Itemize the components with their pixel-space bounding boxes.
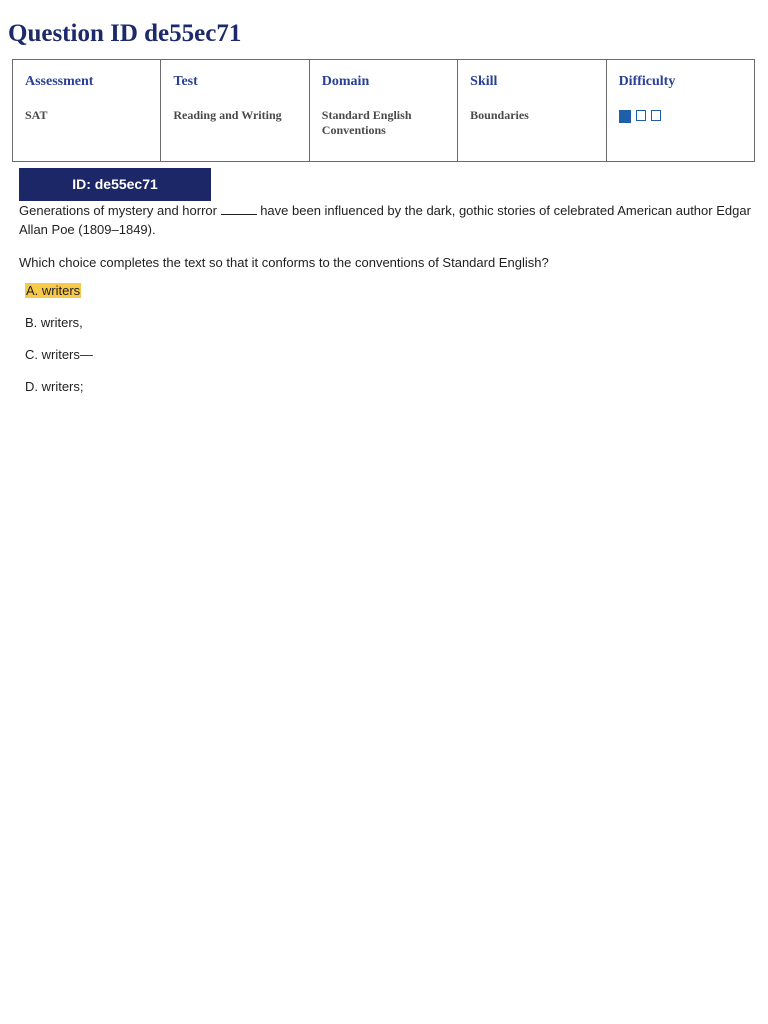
question-id-banner: ID: de55ec71: [19, 168, 211, 201]
skill-header: Skill: [470, 74, 498, 89]
choice-a-label: A. writers: [26, 283, 81, 298]
choice-c-label: C. writers—: [25, 347, 93, 362]
domain-value: Standard English Conventions: [321, 108, 412, 137]
assessment-header: Assessment: [25, 74, 94, 89]
choice-d-label: D. writers;: [25, 379, 84, 394]
prompt-text-before-blank: Generations of mystery and horror: [19, 203, 221, 218]
question-stem: Which choice completes the text so that it conforms to the conventions of Standard English?: [19, 255, 549, 270]
question-prompt: [19, 201, 754, 239]
page-title: Question ID de55ec71: [8, 20, 242, 47]
domain-header: Domain: [321, 74, 370, 89]
answer-choices: [25, 282, 93, 410]
choice-a[interactable]: [25, 282, 93, 314]
difficulty-cell: [606, 60, 754, 162]
choice-b[interactable]: [25, 314, 93, 346]
choice-b-label: B. writers,: [25, 315, 83, 330]
difficulty-header: Difficulty: [618, 74, 676, 89]
skill-value: Boundaries: [470, 108, 529, 122]
difficulty-box-empty: [651, 110, 661, 121]
assessment-cell: [13, 60, 161, 162]
difficulty-indicator: [619, 110, 742, 123]
domain-cell: [309, 60, 457, 162]
difficulty-box-empty: [636, 110, 646, 121]
difficulty-box-filled: [619, 110, 631, 123]
test-header: Test: [173, 74, 198, 89]
skill-cell: [458, 60, 606, 162]
test-value: Reading and Writing: [173, 108, 282, 122]
question-metadata-table: [12, 59, 755, 162]
answer-blank: [221, 202, 257, 215]
prompt-text-after-blank: have been influenced by the dark, gothic stories of celebrated American author Edgar Allan Poe (1809–1849).: [19, 203, 751, 237]
test-cell: [161, 60, 309, 162]
assessment-value: SAT: [25, 108, 48, 122]
choice-c[interactable]: [25, 346, 93, 378]
choice-d[interactable]: [25, 378, 93, 410]
